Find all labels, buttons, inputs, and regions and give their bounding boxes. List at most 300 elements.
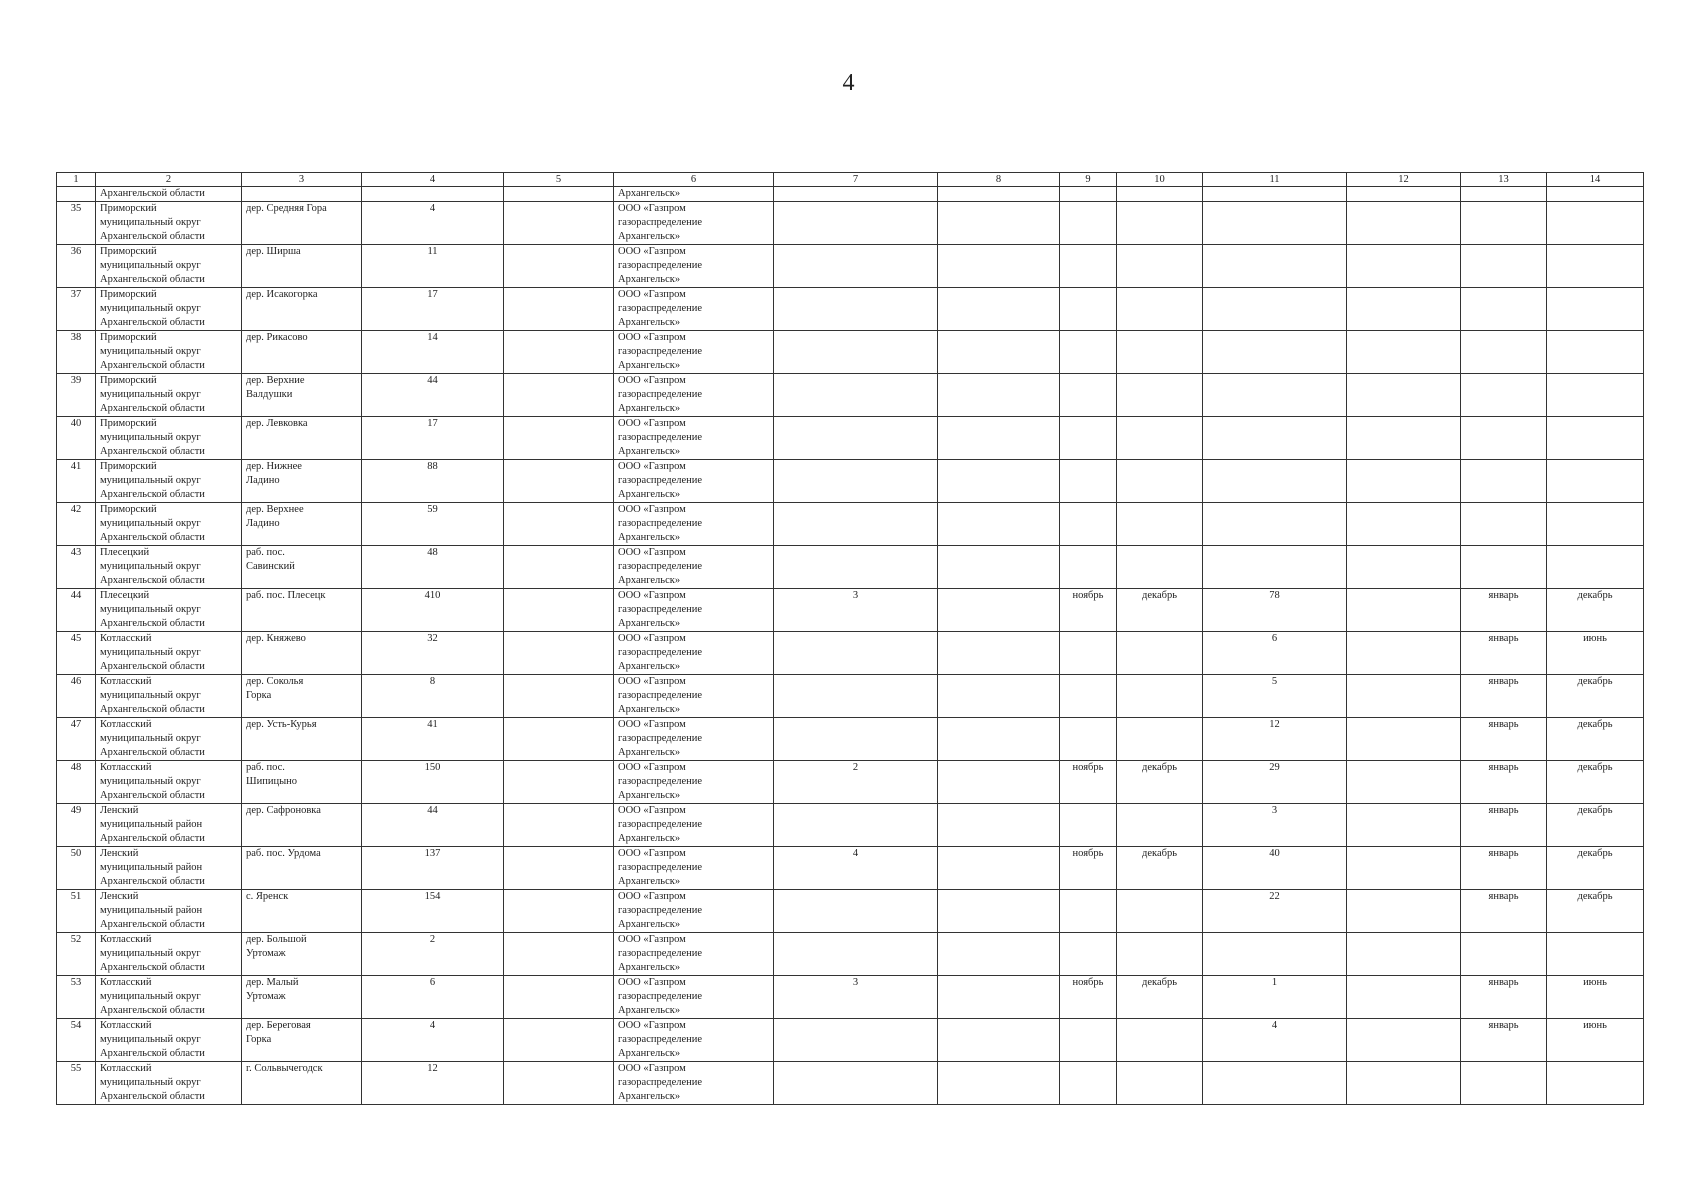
table-cell-c10: декабрь <box>1117 976 1203 1019</box>
table-cell-c12 <box>1347 288 1461 331</box>
table-cell-c10 <box>1117 718 1203 761</box>
table-cell-c9 <box>1060 718 1117 761</box>
table-cell-district: Плесецкий муниципальный округ Архангельской области <box>96 589 242 632</box>
continuation-district: Архангельской области <box>96 187 242 202</box>
table-cell-c5 <box>504 245 614 288</box>
table-cell-c7 <box>774 675 938 718</box>
table-cell-c5 <box>504 374 614 417</box>
table-cell-n: 54 <box>57 1019 96 1062</box>
table-cell-place: дер. Ширша <box>242 245 362 288</box>
table-cell-c14: декабрь <box>1547 718 1644 761</box>
table-cell-n: 41 <box>57 460 96 503</box>
table-cell-org: ООО «Газпром газораспределение Архангельск» <box>614 675 774 718</box>
table-cell-n: 47 <box>57 718 96 761</box>
table-cell-c14 <box>1547 288 1644 331</box>
table-cell-org: ООО «Газпром газораспределение Архангельск» <box>614 202 774 245</box>
column-header: 9 <box>1060 173 1117 187</box>
table-cell-c7 <box>774 890 938 933</box>
table-cell-org: ООО «Газпром газораспределение Архангельск» <box>614 933 774 976</box>
table-cell-c12 <box>1347 331 1461 374</box>
table-cell-district: Приморский муниципальный округ Архангельской области <box>96 245 242 288</box>
table-cell-c12 <box>1347 675 1461 718</box>
table-cell-c11: 29 <box>1203 761 1347 804</box>
table-cell-c13: январь <box>1461 589 1547 632</box>
column-header: 5 <box>504 173 614 187</box>
table-cell-c14 <box>1547 460 1644 503</box>
table-cell-c8 <box>938 331 1060 374</box>
table-cell-c14 <box>1547 1062 1644 1105</box>
table-cell-c12 <box>1347 933 1461 976</box>
table-cell-c13: январь <box>1461 976 1547 1019</box>
table-row <box>57 976 1644 1019</box>
table-cell-c13 <box>1461 331 1547 374</box>
table-cell-n: 50 <box>57 847 96 890</box>
table-cell <box>1547 187 1644 202</box>
table-cell-c8 <box>938 460 1060 503</box>
table-cell-c14 <box>1547 503 1644 546</box>
table-cell-c8 <box>938 202 1060 245</box>
table-cell-c5 <box>504 1019 614 1062</box>
table-cell-c7 <box>774 632 938 675</box>
table-cell-c13 <box>1461 933 1547 976</box>
table-cell-c14 <box>1547 546 1644 589</box>
table-row <box>57 503 1644 546</box>
table-cell-org: ООО «Газпром газораспределение Архангельск» <box>614 1062 774 1105</box>
table-cell <box>1461 187 1547 202</box>
table-cell-place: дер. Средняя Гора <box>242 202 362 245</box>
table-cell-c14: декабрь <box>1547 847 1644 890</box>
table-cell-c10 <box>1117 331 1203 374</box>
table-row <box>57 546 1644 589</box>
table-cell-org: ООО «Газпром газораспределение Архангельск» <box>614 288 774 331</box>
table-cell-place: дер. Соколья Горка <box>242 675 362 718</box>
table-cell-org: ООО «Газпром газораспределение Архангельск» <box>614 503 774 546</box>
table-cell-c10 <box>1117 1062 1203 1105</box>
table-cell-c11 <box>1203 288 1347 331</box>
table-cell-n: 49 <box>57 804 96 847</box>
table-cell-c9 <box>1060 804 1117 847</box>
table-cell-district: Котласский муниципальный округ Архангельской области <box>96 632 242 675</box>
table-cell-n: 39 <box>57 374 96 417</box>
table-cell-c12 <box>1347 589 1461 632</box>
table-cell-c7 <box>774 331 938 374</box>
table-cell-c4: 32 <box>362 632 504 675</box>
table-cell-c13 <box>1461 202 1547 245</box>
table-cell-org: ООО «Газпром газораспределение Архангельск» <box>614 546 774 589</box>
table-cell-c8 <box>938 374 1060 417</box>
table-cell-c7 <box>774 288 938 331</box>
table-cell-c12 <box>1347 847 1461 890</box>
table-cell-c11: 22 <box>1203 890 1347 933</box>
table-cell-c9 <box>1060 374 1117 417</box>
table-cell-district: Котласский муниципальный округ Архангельской области <box>96 675 242 718</box>
table-cell-c8 <box>938 589 1060 632</box>
table-cell-c13 <box>1461 546 1547 589</box>
page-number: 4 <box>842 70 855 96</box>
table-cell-c5 <box>504 1062 614 1105</box>
table-cell-c5 <box>504 890 614 933</box>
data-table <box>56 172 1644 1105</box>
table-cell-n: 46 <box>57 675 96 718</box>
table-cell <box>938 187 1060 202</box>
table-cell-place: дер. Рикасово <box>242 331 362 374</box>
table-cell-c11 <box>1203 202 1347 245</box>
table-cell-c14: декабрь <box>1547 890 1644 933</box>
table-cell-c4: 88 <box>362 460 504 503</box>
table-row <box>57 460 1644 503</box>
table-row <box>57 847 1644 890</box>
table-cell-c14 <box>1547 417 1644 460</box>
table-row <box>57 804 1644 847</box>
table-cell-org: ООО «Газпром газораспределение Архангельск» <box>614 804 774 847</box>
table-cell-c8 <box>938 503 1060 546</box>
table-cell-district: Приморский муниципальный округ Архангельской области <box>96 460 242 503</box>
table-cell-c13: январь <box>1461 1019 1547 1062</box>
table-cell-district: Приморский муниципальный округ Архангельской области <box>96 417 242 460</box>
table-cell-c5 <box>504 417 614 460</box>
table-cell-c13: январь <box>1461 804 1547 847</box>
table-cell-c4: 154 <box>362 890 504 933</box>
table-cell-c7 <box>774 804 938 847</box>
table-cell-c11: 5 <box>1203 675 1347 718</box>
table-cell-c9 <box>1060 1062 1117 1105</box>
column-header: 11 <box>1203 173 1347 187</box>
table-cell-c8 <box>938 1062 1060 1105</box>
table-cell-c12 <box>1347 976 1461 1019</box>
table-cell-n: 35 <box>57 202 96 245</box>
table-cell-c7: 3 <box>774 976 938 1019</box>
table-cell-c13 <box>1461 245 1547 288</box>
table-cell-c14: июнь <box>1547 976 1644 1019</box>
table-cell-c4: 41 <box>362 718 504 761</box>
table-cell-c12 <box>1347 890 1461 933</box>
table-row <box>57 589 1644 632</box>
table-row <box>57 890 1644 933</box>
table-cell-c12 <box>1347 632 1461 675</box>
table-cell-c13 <box>1461 374 1547 417</box>
table-cell-c11 <box>1203 546 1347 589</box>
table-cell-c14 <box>1547 331 1644 374</box>
table-cell-org: ООО «Газпром газораспределение Архангельск» <box>614 976 774 1019</box>
table-cell-c10 <box>1117 417 1203 460</box>
table-cell-n: 55 <box>57 1062 96 1105</box>
table-cell-c9 <box>1060 245 1117 288</box>
table-cell-c9 <box>1060 503 1117 546</box>
table-cell-c12 <box>1347 202 1461 245</box>
table-cell-c12 <box>1347 1019 1461 1062</box>
table-cell-c11: 4 <box>1203 1019 1347 1062</box>
table-cell <box>1203 187 1347 202</box>
table-cell-c11 <box>1203 1062 1347 1105</box>
table-row <box>57 933 1644 976</box>
table-cell-place: дер. Сафроновка <box>242 804 362 847</box>
table-cell-org: ООО «Газпром газораспределение Архангельск» <box>614 718 774 761</box>
table-cell-c14: декабрь <box>1547 589 1644 632</box>
table-cell-c12 <box>1347 374 1461 417</box>
table-cell-c11: 3 <box>1203 804 1347 847</box>
table-cell-c9 <box>1060 331 1117 374</box>
table-cell-place: дер. Верхнее Ладино <box>242 503 362 546</box>
table-cell-c4: 48 <box>362 546 504 589</box>
table-cell-c4: 4 <box>362 202 504 245</box>
table-cell-c5 <box>504 288 614 331</box>
table-cell-c10 <box>1117 632 1203 675</box>
table-cell-c10 <box>1117 933 1203 976</box>
column-header: 8 <box>938 173 1060 187</box>
table-cell-c8 <box>938 847 1060 890</box>
table-cell-c11 <box>1203 417 1347 460</box>
table-cell-c9 <box>1060 632 1117 675</box>
table-cell-place: дер. Княжево <box>242 632 362 675</box>
table-cell-n: 45 <box>57 632 96 675</box>
table-cell-place: дер. Нижнее Ладино <box>242 460 362 503</box>
table-cell-org: ООО «Газпром газораспределение Архангельск» <box>614 890 774 933</box>
table-cell-org: ООО «Газпром газораспределение Архангельск» <box>614 374 774 417</box>
table-cell-c10: декабрь <box>1117 589 1203 632</box>
table-cell-c9 <box>1060 890 1117 933</box>
table-cell-c4: 59 <box>362 503 504 546</box>
table-cell-c12 <box>1347 804 1461 847</box>
table-cell-c8 <box>938 976 1060 1019</box>
table-cell <box>57 187 96 202</box>
table-cell-place: дер. Исакогорка <box>242 288 362 331</box>
column-header: 6 <box>614 173 774 187</box>
table-cell-district: Приморский муниципальный округ Архангельской области <box>96 288 242 331</box>
table-cell-org: ООО «Газпром газораспределение Архангельск» <box>614 632 774 675</box>
table-cell-org: ООО «Газпром газораспределение Архангельск» <box>614 245 774 288</box>
table-cell-c5 <box>504 546 614 589</box>
table-cell-c14: июнь <box>1547 1019 1644 1062</box>
table-cell-c13 <box>1461 417 1547 460</box>
table-cell-c10 <box>1117 1019 1203 1062</box>
table-cell-c10 <box>1117 202 1203 245</box>
table-cell-c7: 3 <box>774 589 938 632</box>
table-cell-c5 <box>504 675 614 718</box>
table-cell <box>1117 187 1203 202</box>
table-cell-c8 <box>938 675 1060 718</box>
table-cell-n: 40 <box>57 417 96 460</box>
continuation-organization: Архангельск» <box>614 187 774 202</box>
table-cell-c11 <box>1203 503 1347 546</box>
table-cell-c11 <box>1203 460 1347 503</box>
table-cell-n: 42 <box>57 503 96 546</box>
table-cell-c5 <box>504 202 614 245</box>
table-cell-c8 <box>938 718 1060 761</box>
table-cell-n: 51 <box>57 890 96 933</box>
table-cell-c8 <box>938 1019 1060 1062</box>
table-row <box>57 417 1644 460</box>
table-cell-c11 <box>1203 933 1347 976</box>
table-cell-c8 <box>938 245 1060 288</box>
table-row <box>57 1062 1644 1105</box>
table-cell-c4: 12 <box>362 1062 504 1105</box>
table-cell-n: 48 <box>57 761 96 804</box>
table-cell-n: 52 <box>57 933 96 976</box>
table-cell-c4: 8 <box>362 675 504 718</box>
table-cell-c7 <box>774 245 938 288</box>
table-cell-c8 <box>938 761 1060 804</box>
table-cell-c4: 137 <box>362 847 504 890</box>
column-number-row <box>57 173 1644 187</box>
table-cell-c7 <box>774 460 938 503</box>
table-cell-c14: июнь <box>1547 632 1644 675</box>
table-cell-c4: 150 <box>362 761 504 804</box>
table-row <box>57 288 1644 331</box>
table-cell-c9 <box>1060 202 1117 245</box>
table-cell-c7 <box>774 374 938 417</box>
table-cell-c12 <box>1347 417 1461 460</box>
table-cell-c10 <box>1117 890 1203 933</box>
table-cell-place: дер. Береговая Горка <box>242 1019 362 1062</box>
table-cell-c7: 4 <box>774 847 938 890</box>
table-cell-c10 <box>1117 374 1203 417</box>
table-cell-c9 <box>1060 417 1117 460</box>
table-cell-c7 <box>774 546 938 589</box>
table-cell-c4: 17 <box>362 288 504 331</box>
table-cell-c9: ноябрь <box>1060 976 1117 1019</box>
table-cell-c11 <box>1203 245 1347 288</box>
table-cell-org: ООО «Газпром газораспределение Архангельск» <box>614 1019 774 1062</box>
table-cell-district: Котласский муниципальный округ Архангельской области <box>96 1019 242 1062</box>
table-cell-c5 <box>504 804 614 847</box>
table-cell-district: Приморский муниципальный округ Архангельской области <box>96 202 242 245</box>
table-cell-district: Приморский муниципальный округ Архангельской области <box>96 374 242 417</box>
table-cell <box>774 187 938 202</box>
table-cell-c14 <box>1547 202 1644 245</box>
table-cell-c13 <box>1461 503 1547 546</box>
table-cell-c4: 6 <box>362 976 504 1019</box>
table-cell-c10 <box>1117 288 1203 331</box>
table-cell-c10 <box>1117 503 1203 546</box>
table-cell-place: с. Яренск <box>242 890 362 933</box>
table-cell-place: дер. Усть-Курья <box>242 718 362 761</box>
table-cell-c14: декабрь <box>1547 761 1644 804</box>
table-cell-org: ООО «Газпром газораспределение Архангельск» <box>614 417 774 460</box>
table-cell-c9: ноябрь <box>1060 589 1117 632</box>
table-cell-c5 <box>504 761 614 804</box>
table-cell-n: 38 <box>57 331 96 374</box>
table-cell-c11: 40 <box>1203 847 1347 890</box>
table-cell-c10 <box>1117 460 1203 503</box>
table-row <box>57 675 1644 718</box>
column-header: 10 <box>1117 173 1203 187</box>
table-row <box>57 632 1644 675</box>
table-cell-c11 <box>1203 374 1347 417</box>
table-cell-c13: январь <box>1461 718 1547 761</box>
table-cell-c4: 2 <box>362 933 504 976</box>
table-cell-district: Котласский муниципальный округ Архангельской области <box>96 1062 242 1105</box>
table-cell-c7 <box>774 503 938 546</box>
table-cell-c10 <box>1117 245 1203 288</box>
column-header: 4 <box>362 173 504 187</box>
table-cell-place: раб. пос. Шипицыно <box>242 761 362 804</box>
table-cell-c10: декабрь <box>1117 761 1203 804</box>
table-cell-c8 <box>938 288 1060 331</box>
table-cell-place: раб. пос. Урдома <box>242 847 362 890</box>
table-cell-c9 <box>1060 675 1117 718</box>
table-cell-c10 <box>1117 675 1203 718</box>
table-cell <box>242 187 362 202</box>
table-cell-c14 <box>1547 374 1644 417</box>
table-cell <box>504 187 614 202</box>
table-cell-c10 <box>1117 804 1203 847</box>
table-cell-c11 <box>1203 331 1347 374</box>
table-cell-place: дер. Левковка <box>242 417 362 460</box>
table-row <box>57 245 1644 288</box>
table-cell-c8 <box>938 933 1060 976</box>
table-cell <box>1060 187 1117 202</box>
table-cell-c7 <box>774 417 938 460</box>
table-cell-c11: 1 <box>1203 976 1347 1019</box>
table-cell-place: г. Сольвычегодск <box>242 1062 362 1105</box>
table-cell-c5 <box>504 976 614 1019</box>
table-cell-c4: 14 <box>362 331 504 374</box>
table-cell-c13: январь <box>1461 632 1547 675</box>
table-cell-n: 53 <box>57 976 96 1019</box>
table-cell-place: дер. Верхние Валдушки <box>242 374 362 417</box>
table-cell-org: ООО «Газпром газораспределение Архангельск» <box>614 761 774 804</box>
table-cell-c10 <box>1117 546 1203 589</box>
column-header: 14 <box>1547 173 1644 187</box>
table-row <box>57 1019 1644 1062</box>
table-cell-place: раб. пос. Плесецк <box>242 589 362 632</box>
table-cell-place: раб. пос. Савинский <box>242 546 362 589</box>
table-cell-c12 <box>1347 503 1461 546</box>
table-cell-c9: ноябрь <box>1060 847 1117 890</box>
table-cell-org: ООО «Газпром газораспределение Архангельск» <box>614 460 774 503</box>
table-cell-c9 <box>1060 460 1117 503</box>
table-cell-c5 <box>504 460 614 503</box>
table-cell-c5 <box>504 933 614 976</box>
column-header: 12 <box>1347 173 1461 187</box>
table-cell-c9 <box>1060 546 1117 589</box>
table-cell-c13: январь <box>1461 847 1547 890</box>
table-cell-org: ООО «Газпром газораспределение Архангельск» <box>614 589 774 632</box>
table-cell-district: Приморский муниципальный округ Архангельской области <box>96 503 242 546</box>
table-cell-n: 37 <box>57 288 96 331</box>
table-row <box>57 331 1644 374</box>
table-cell-c12 <box>1347 546 1461 589</box>
table-cell-c12 <box>1347 460 1461 503</box>
table-cell-c14: декабрь <box>1547 804 1644 847</box>
table-cell-c4: 44 <box>362 804 504 847</box>
table-cell-c4: 410 <box>362 589 504 632</box>
table-cell-place: дер. Малый Уртомаж <box>242 976 362 1019</box>
table-cell-c4: 11 <box>362 245 504 288</box>
table-cell-c14 <box>1547 245 1644 288</box>
table-cell-c8 <box>938 546 1060 589</box>
table-cell-c11: 6 <box>1203 632 1347 675</box>
table-cell-c11: 12 <box>1203 718 1347 761</box>
table-cell-c5 <box>504 718 614 761</box>
table-cell-n: 43 <box>57 546 96 589</box>
table-cell-c9 <box>1060 1019 1117 1062</box>
table-cell-district: Ленский муниципальный район Архангельской области <box>96 847 242 890</box>
table-row <box>57 761 1644 804</box>
table-cell-place: дер. Большой Уртомаж <box>242 933 362 976</box>
table-cell-c5 <box>504 847 614 890</box>
table-row <box>57 202 1644 245</box>
table-cell-c12 <box>1347 245 1461 288</box>
table-cell-org: ООО «Газпром газораспределение Архангельск» <box>614 331 774 374</box>
table-cell-c7 <box>774 1062 938 1105</box>
table-cell-c13: январь <box>1461 761 1547 804</box>
table-cell-c7 <box>774 202 938 245</box>
table-cell-district: Котласский муниципальный округ Архангельской области <box>96 718 242 761</box>
column-header: 1 <box>57 173 96 187</box>
table-cell-district: Приморский муниципальный округ Архангельской области <box>96 331 242 374</box>
table-cell-c12 <box>1347 1062 1461 1105</box>
